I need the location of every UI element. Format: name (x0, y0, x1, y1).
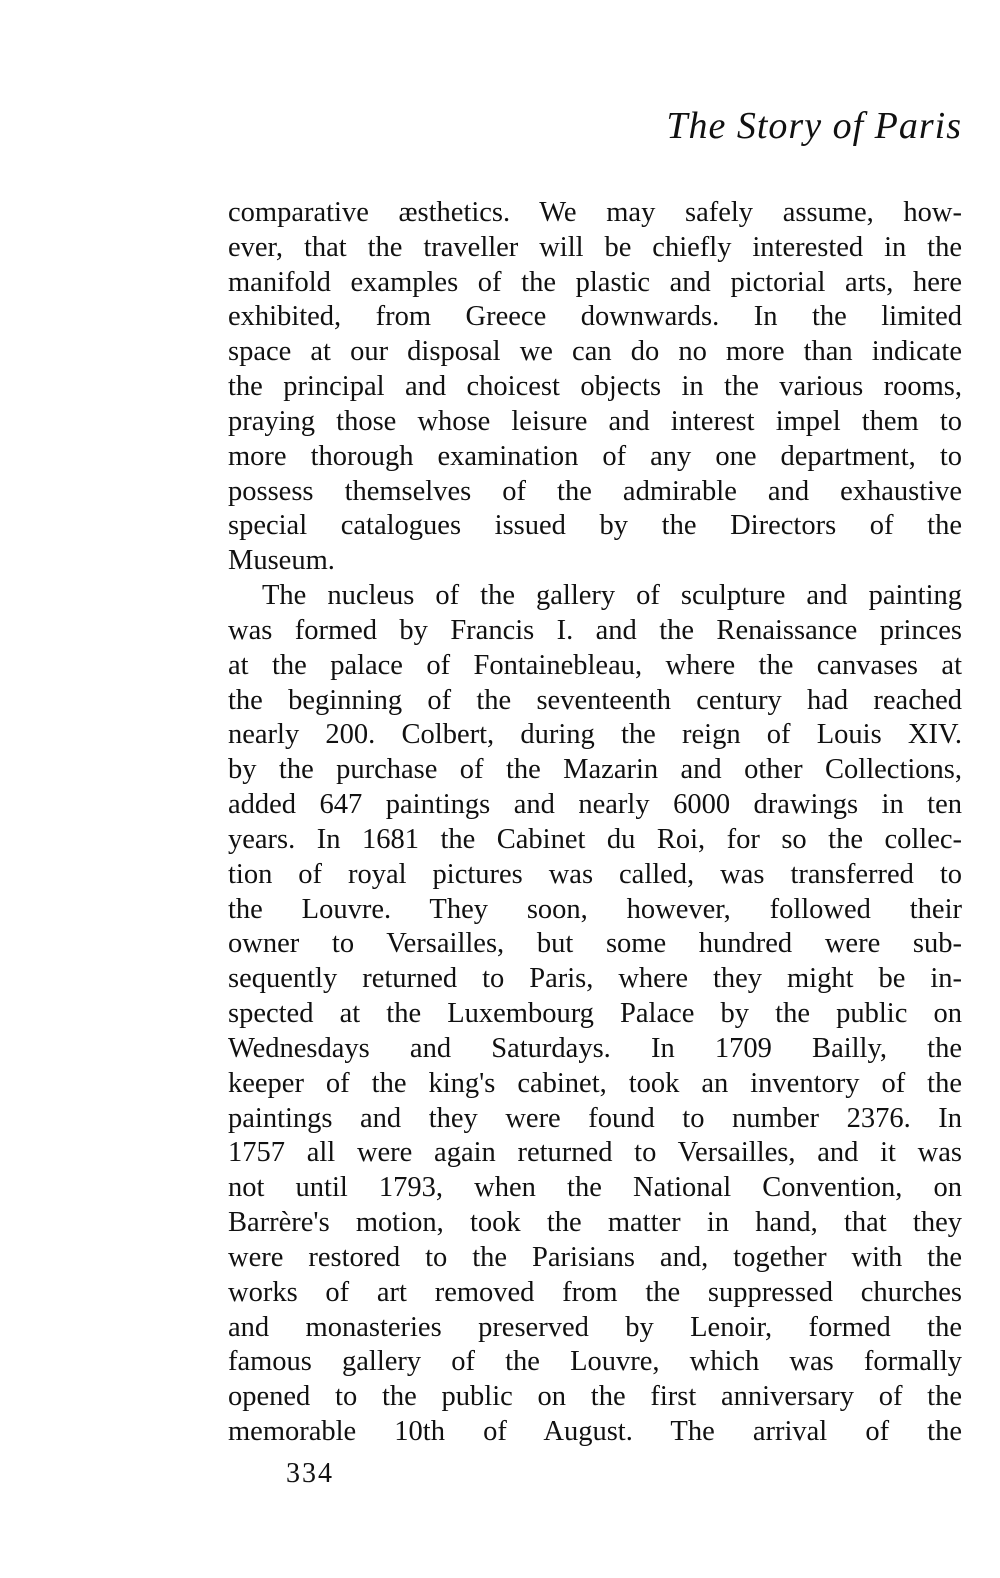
text-line: keeper of the king's cabinet, took an inventory of the (228, 1067, 962, 1099)
text-line: possess themselves of the admirable and exhaustive (228, 475, 962, 507)
text-line: opened to the public on the first anniversary of the (228, 1381, 962, 1413)
page-number: 334 (286, 1458, 334, 1489)
text-line: memorable 10th of August. The arrival of the (228, 1415, 962, 1447)
text-line: added 647 paintings and nearly 6000 drawings in ten (228, 789, 962, 821)
text-line: tion of royal pictures was called, was transferred to (228, 858, 962, 890)
text-line: at the palace of Fontainebleau, where the canvases at (228, 649, 962, 681)
text-line: by the purchase of the Mazarin and other Collections, (228, 754, 962, 786)
text-line: comparative æsthetics. We may safely assume, how- (228, 197, 962, 228)
text-line: works of art removed from the suppressed churches (228, 1276, 962, 1308)
text-line: exhibited, from Greece downwards. In the limited (228, 301, 962, 333)
text-line: paintings and they were found to number 2376. In (228, 1102, 962, 1134)
text-line: not until 1793, when the National Convention, on (228, 1172, 962, 1204)
body-text (228, 196, 962, 1450)
text-line: 1757 all were again returned to Versailles, and it was (228, 1137, 962, 1169)
text-line: spected at the Luxembourg Palace by the public on (228, 998, 962, 1030)
text-line: space at our disposal we can do no more than indicate (228, 336, 962, 368)
text-line: the Louvre. They soon, however, followed their (228, 893, 962, 925)
text-line: ever, that the traveller will be chiefly interested in the (228, 231, 962, 263)
text-line: The nucleus of the gallery of sculpture and painting (262, 580, 962, 612)
paragraph (228, 196, 962, 579)
text-line: nearly 200. Colbert, during the reign of Louis XIV. (228, 719, 962, 751)
text-line: years. In 1681 the Cabinet du Roi, for so the collec- (228, 823, 962, 855)
text-line: praying those whose leisure and interest impel them to (228, 405, 962, 437)
text-line: famous gallery of the Louvre, which was formally (228, 1346, 962, 1378)
text-line: Barrère's motion, took the matter in hand, that they (228, 1207, 962, 1239)
running-header: The Story of Paris (666, 105, 962, 147)
text-line: Museum. (228, 545, 335, 577)
text-line: the beginning of the seventeenth century had reached (228, 684, 962, 716)
text-line: were restored to the Parisians and, together with the (228, 1241, 962, 1273)
text-line: owner to Versailles, but some hundred were sub- (228, 928, 962, 960)
text-line: manifold examples of the plastic and pictorial arts, here (228, 266, 962, 298)
text-line: Wednesdays and Saturdays. In 1709 Bailly, the (228, 1032, 962, 1064)
text-line: was formed by Francis I. and the Renaissance princes (228, 614, 962, 646)
text-line: more thorough examination of any one department, to (228, 440, 962, 472)
paragraph (228, 579, 962, 1450)
text-line: sequently returned to Paris, where they might be in- (228, 963, 962, 995)
text-line: special catalogues issued by the Directors of the (228, 510, 962, 542)
text-line: and monasteries preserved by Lenoir, formed the (228, 1311, 962, 1343)
text-line: the principal and choicest objects in the various rooms, (228, 371, 962, 403)
